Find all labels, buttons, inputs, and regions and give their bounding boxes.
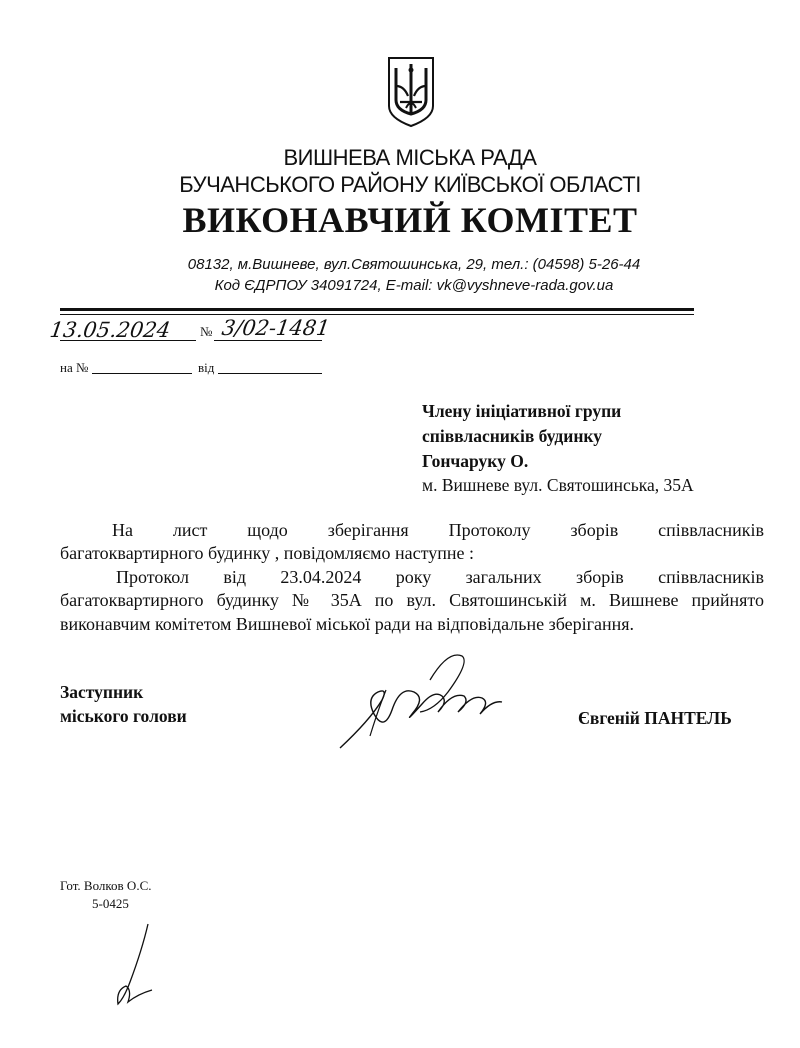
number-sign: № (200, 324, 213, 339)
letterhead-rule-thick (60, 308, 694, 311)
signer-position: міського голови (60, 706, 187, 726)
address-line: 08132, м.Вишневе, вул.Святошинська, 29, тел.: (04598) 5-26-44 (187, 256, 641, 273)
body-text-line: Протокол від 23.04.2024 року загальних зборів співвласників (116, 567, 764, 587)
reply-number-blank (92, 373, 192, 374)
recipient-line: Члену ініціативної групи (422, 401, 622, 421)
body-text-line: багатоквартирного будинку , повідомляємо наступне : (60, 543, 474, 563)
org-name-line1: ВИШНЕВА МІСЬКА РАДА (283, 145, 537, 170)
signer-name: Євгеній ПАНТЕЛЬ (578, 708, 732, 728)
letterhead-rule-thin (60, 314, 694, 315)
code-email-line: Код ЄДРПОУ 34091724, E-mail: vk@vyshneve-rada.gov.ua (214, 277, 614, 294)
handwritten-visa (108, 920, 158, 1010)
reply-from-label: від (198, 360, 215, 375)
prepared-by-phone: 5-0425 (92, 896, 129, 911)
coat-of-arms-icon (386, 56, 436, 128)
date-underline (60, 340, 196, 341)
body-text-line: На лист щодо зберігання Протоколу зборів співвласників (112, 520, 764, 540)
body-text-line: виконавчим комітетом Вишневої міської ради на відповідальне зберігання. (60, 614, 635, 634)
org-name-line2: БУЧАНСЬКОГО РАЙОНУ КИЇВСЬКОЇ ОБЛАСТІ (179, 172, 641, 197)
recipient-name: Гончаруку О. (422, 451, 529, 471)
handwritten-date: 13.05.2024 (48, 318, 172, 342)
signer-position: Заступник (60, 682, 144, 702)
handwritten-signature (330, 640, 510, 760)
body-text-line: багатоквартирного будинку № 35А по вул. Святошинській м. Вишневе прийнято (60, 590, 764, 610)
prepared-by: Гот. Волков О.С. (60, 878, 152, 893)
recipient-line: співвласників будинку (422, 426, 602, 446)
reply-date-blank (218, 373, 322, 374)
number-underline (214, 340, 322, 341)
org-name-title: ВИКОНАВЧИЙ КОМІТЕТ (182, 200, 638, 240)
handwritten-outgoing-number: 3/02-1481 (220, 316, 332, 340)
reply-reference-label: на № (60, 360, 89, 375)
recipient-address: м. Вишневе вул. Святошинська, 35А (422, 475, 694, 495)
